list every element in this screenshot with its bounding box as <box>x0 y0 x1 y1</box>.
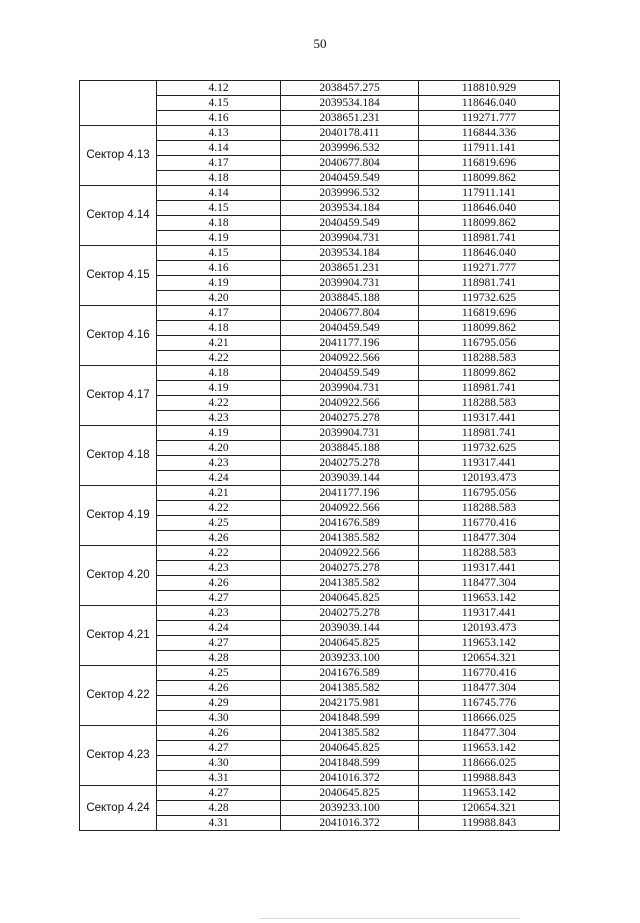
point-number-cell: 4.12 <box>157 81 281 96</box>
point-number-cell: 4.27 <box>157 786 281 801</box>
point-number-cell: 4.28 <box>157 801 281 816</box>
y-coordinate-cell: 118646.040 <box>419 246 560 261</box>
point-number-cell: 4.26 <box>157 726 281 741</box>
sector-name-cell: Сектор 4.24 <box>80 786 157 831</box>
x-coordinate-cell: 2039996.532 <box>281 186 419 201</box>
page-number: 50 <box>313 36 327 51</box>
x-coordinate-cell: 2040459.549 <box>281 321 419 336</box>
x-coordinate-cell: 2040645.825 <box>281 786 419 801</box>
y-coordinate-cell: 116819.696 <box>419 156 560 171</box>
point-number-cell: 4.16 <box>157 261 281 276</box>
y-coordinate-cell: 118981.741 <box>419 426 560 441</box>
y-coordinate-cell: 119653.142 <box>419 591 560 606</box>
x-coordinate-cell: 2040922.566 <box>281 351 419 366</box>
table-row <box>80 126 560 141</box>
point-number-cell: 4.25 <box>157 666 281 681</box>
x-coordinate-cell: 2040677.804 <box>281 156 419 171</box>
x-coordinate-cell: 2041177.196 <box>281 336 419 351</box>
point-number-cell: 4.27 <box>157 636 281 651</box>
y-coordinate-cell: 119317.441 <box>419 411 560 426</box>
x-coordinate-cell: 2040275.278 <box>281 561 419 576</box>
y-coordinate-cell: 116795.056 <box>419 336 560 351</box>
table-row <box>80 786 560 801</box>
table-row <box>80 246 560 261</box>
y-coordinate-cell: 116745.776 <box>419 696 560 711</box>
x-coordinate-cell: 2040645.825 <box>281 636 419 651</box>
x-coordinate-cell: 2041177.196 <box>281 486 419 501</box>
x-coordinate-cell: 2039996.532 <box>281 141 419 156</box>
y-coordinate-cell: 119271.777 <box>419 111 560 126</box>
x-coordinate-cell: 2041385.582 <box>281 726 419 741</box>
sector-name-cell: Сектор 4.23 <box>80 726 157 786</box>
point-number-cell: 4.18 <box>157 321 281 336</box>
y-coordinate-cell: 118810.929 <box>419 81 560 96</box>
y-coordinate-cell: 120193.473 <box>419 471 560 486</box>
point-number-cell: 4.21 <box>157 336 281 351</box>
y-coordinate-cell: 119988.843 <box>419 771 560 786</box>
scan-artifact-line <box>260 918 520 919</box>
sector-name-cell: Сектор 4.17 <box>80 366 157 426</box>
point-number-cell: 4.16 <box>157 111 281 126</box>
point-number-cell: 4.24 <box>157 471 281 486</box>
point-number-cell: 4.19 <box>157 426 281 441</box>
point-number-cell: 4.21 <box>157 486 281 501</box>
y-coordinate-cell: 118477.304 <box>419 681 560 696</box>
y-coordinate-cell: 118288.583 <box>419 396 560 411</box>
y-coordinate-cell: 118646.040 <box>419 96 560 111</box>
y-coordinate-cell: 119988.843 <box>419 816 560 831</box>
sector-name-cell: Сектор 4.18 <box>80 426 157 486</box>
point-number-cell: 4.22 <box>157 501 281 516</box>
point-number-cell: 4.19 <box>157 231 281 246</box>
point-number-cell: 4.26 <box>157 531 281 546</box>
table-row <box>80 306 560 321</box>
y-coordinate-cell: 118981.741 <box>419 381 560 396</box>
x-coordinate-cell: 2041385.582 <box>281 531 419 546</box>
x-coordinate-cell: 2039233.100 <box>281 651 419 666</box>
point-number-cell: 4.19 <box>157 381 281 396</box>
x-coordinate-cell: 2039904.731 <box>281 231 419 246</box>
x-coordinate-cell: 2038651.231 <box>281 111 419 126</box>
x-coordinate-cell: 2039904.731 <box>281 381 419 396</box>
point-number-cell: 4.22 <box>157 396 281 411</box>
y-coordinate-cell: 118099.862 <box>419 216 560 231</box>
x-coordinate-cell: 2041848.599 <box>281 756 419 771</box>
x-coordinate-cell: 2041016.372 <box>281 771 419 786</box>
point-number-cell: 4.19 <box>157 276 281 291</box>
x-coordinate-cell: 2040922.566 <box>281 501 419 516</box>
point-number-cell: 4.14 <box>157 186 281 201</box>
y-coordinate-cell: 120654.321 <box>419 801 560 816</box>
point-number-cell: 4.17 <box>157 156 281 171</box>
x-coordinate-cell: 2040645.825 <box>281 591 419 606</box>
table-row <box>80 486 560 501</box>
x-coordinate-cell: 2040922.566 <box>281 396 419 411</box>
x-coordinate-cell: 2042175.981 <box>281 696 419 711</box>
y-coordinate-cell: 118666.025 <box>419 756 560 771</box>
y-coordinate-cell: 119732.625 <box>419 291 560 306</box>
y-coordinate-cell: 118099.862 <box>419 171 560 186</box>
x-coordinate-cell: 2040645.825 <box>281 741 419 756</box>
sector-name-cell <box>80 81 157 126</box>
point-number-cell: 4.30 <box>157 756 281 771</box>
point-number-cell: 4.26 <box>157 576 281 591</box>
y-coordinate-cell: 119653.142 <box>419 741 560 756</box>
x-coordinate-cell: 2039039.144 <box>281 621 419 636</box>
y-coordinate-cell: 116819.696 <box>419 306 560 321</box>
point-number-cell: 4.13 <box>157 126 281 141</box>
x-coordinate-cell: 2039904.731 <box>281 426 419 441</box>
y-coordinate-cell: 119732.625 <box>419 441 560 456</box>
y-coordinate-cell: 120193.473 <box>419 621 560 636</box>
point-number-cell: 4.20 <box>157 291 281 306</box>
y-coordinate-cell: 118099.862 <box>419 321 560 336</box>
x-coordinate-cell: 2038651.231 <box>281 261 419 276</box>
point-number-cell: 4.20 <box>157 441 281 456</box>
point-number-cell: 4.22 <box>157 546 281 561</box>
table-row <box>80 606 560 621</box>
sector-name-cell: Сектор 4.16 <box>80 306 157 366</box>
y-coordinate-cell: 118288.583 <box>419 351 560 366</box>
sector-name-cell: Сектор 4.22 <box>80 666 157 726</box>
x-coordinate-cell: 2040275.278 <box>281 606 419 621</box>
y-coordinate-cell: 116770.416 <box>419 516 560 531</box>
x-coordinate-cell: 2040459.549 <box>281 366 419 381</box>
x-coordinate-cell: 2041385.582 <box>281 576 419 591</box>
point-number-cell: 4.27 <box>157 741 281 756</box>
x-coordinate-cell: 2040922.566 <box>281 546 419 561</box>
x-coordinate-cell: 2041676.589 <box>281 516 419 531</box>
sector-name-cell: Сектор 4.14 <box>80 186 157 246</box>
x-coordinate-cell: 2041848.599 <box>281 711 419 726</box>
x-coordinate-cell: 2039904.731 <box>281 276 419 291</box>
sector-name-cell: Сектор 4.19 <box>80 486 157 546</box>
coordinates-table <box>79 80 560 831</box>
point-number-cell: 4.31 <box>157 771 281 786</box>
point-number-cell: 4.27 <box>157 591 281 606</box>
x-coordinate-cell: 2041385.582 <box>281 681 419 696</box>
point-number-cell: 4.14 <box>157 141 281 156</box>
y-coordinate-cell: 117911.141 <box>419 186 560 201</box>
point-number-cell: 4.15 <box>157 201 281 216</box>
y-coordinate-cell: 119317.441 <box>419 456 560 471</box>
x-coordinate-cell: 2038845.188 <box>281 291 419 306</box>
point-number-cell: 4.31 <box>157 816 281 831</box>
point-number-cell: 4.23 <box>157 606 281 621</box>
x-coordinate-cell: 2039534.184 <box>281 96 419 111</box>
point-number-cell: 4.23 <box>157 456 281 471</box>
y-coordinate-cell: 116844.336 <box>419 126 560 141</box>
table-row <box>80 426 560 441</box>
y-coordinate-cell: 119317.441 <box>419 561 560 576</box>
y-coordinate-cell: 118477.304 <box>419 531 560 546</box>
point-number-cell: 4.18 <box>157 366 281 381</box>
x-coordinate-cell: 2040275.278 <box>281 411 419 426</box>
y-coordinate-cell: 119271.777 <box>419 261 560 276</box>
sector-name-cell: Сектор 4.13 <box>80 126 157 186</box>
x-coordinate-cell: 2040178.411 <box>281 126 419 141</box>
sector-name-cell: Сектор 4.15 <box>80 246 157 306</box>
point-number-cell: 4.23 <box>157 561 281 576</box>
y-coordinate-cell: 118981.741 <box>419 276 560 291</box>
y-coordinate-cell: 120654.321 <box>419 651 560 666</box>
coordinates-table-body <box>80 81 560 831</box>
point-number-cell: 4.24 <box>157 621 281 636</box>
x-coordinate-cell: 2041016.372 <box>281 816 419 831</box>
sector-name-cell: Сектор 4.21 <box>80 606 157 666</box>
point-number-cell: 4.26 <box>157 681 281 696</box>
table-row <box>80 726 560 741</box>
x-coordinate-cell: 2039534.184 <box>281 201 419 216</box>
point-number-cell: 4.18 <box>157 216 281 231</box>
y-coordinate-cell: 118646.040 <box>419 201 560 216</box>
y-coordinate-cell: 118099.862 <box>419 366 560 381</box>
y-coordinate-cell: 116770.416 <box>419 666 560 681</box>
point-number-cell: 4.28 <box>157 651 281 666</box>
y-coordinate-cell: 118666.025 <box>419 711 560 726</box>
table-row <box>80 81 560 96</box>
x-coordinate-cell: 2041676.589 <box>281 666 419 681</box>
point-number-cell: 4.25 <box>157 516 281 531</box>
y-coordinate-cell: 118288.583 <box>419 501 560 516</box>
x-coordinate-cell: 2040677.804 <box>281 306 419 321</box>
point-number-cell: 4.15 <box>157 246 281 261</box>
y-coordinate-cell: 118477.304 <box>419 576 560 591</box>
y-coordinate-cell: 118477.304 <box>419 726 560 741</box>
y-coordinate-cell: 117911.141 <box>419 141 560 156</box>
x-coordinate-cell: 2039039.144 <box>281 471 419 486</box>
x-coordinate-cell: 2038845.188 <box>281 441 419 456</box>
x-coordinate-cell: 2039534.184 <box>281 246 419 261</box>
x-coordinate-cell: 2038457.275 <box>281 81 419 96</box>
sector-name-cell: Сектор 4.20 <box>80 546 157 606</box>
y-coordinate-cell: 119653.142 <box>419 636 560 651</box>
point-number-cell: 4.29 <box>157 696 281 711</box>
point-number-cell: 4.18 <box>157 171 281 186</box>
table-row <box>80 666 560 681</box>
point-number-cell: 4.17 <box>157 306 281 321</box>
x-coordinate-cell: 2040459.549 <box>281 216 419 231</box>
point-number-cell: 4.15 <box>157 96 281 111</box>
y-coordinate-cell: 119317.441 <box>419 606 560 621</box>
table-row <box>80 366 560 381</box>
x-coordinate-cell: 2040459.549 <box>281 171 419 186</box>
y-coordinate-cell: 118288.583 <box>419 546 560 561</box>
table-row <box>80 546 560 561</box>
x-coordinate-cell: 2039233.100 <box>281 801 419 816</box>
x-coordinate-cell: 2040275.278 <box>281 456 419 471</box>
y-coordinate-cell: 119653.142 <box>419 786 560 801</box>
y-coordinate-cell: 118981.741 <box>419 231 560 246</box>
point-number-cell: 4.23 <box>157 411 281 426</box>
point-number-cell: 4.30 <box>157 711 281 726</box>
y-coordinate-cell: 116795.056 <box>419 486 560 501</box>
point-number-cell: 4.22 <box>157 351 281 366</box>
table-row <box>80 186 560 201</box>
